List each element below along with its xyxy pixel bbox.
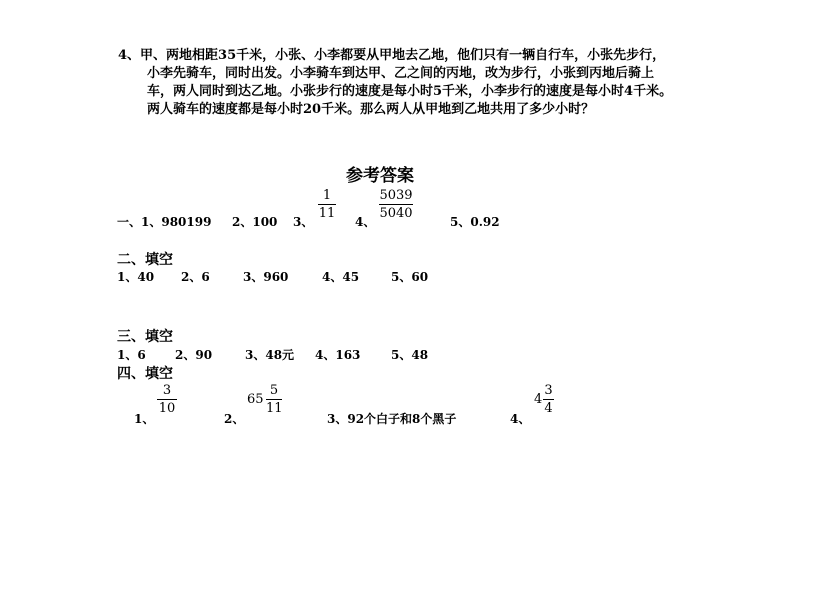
section1-answer-5: 5、0.92 [450,215,500,229]
section4-answer-2-label: 2、 [224,412,245,426]
fraction-bar [157,399,177,400]
question-line-4: 两人骑车的速度都是每小时20千米。那么两人从甲地到乙地共用了多少小时？ [147,102,595,117]
section1-answer-4-fraction [379,188,413,221]
fraction-bar [318,204,336,205]
section3-item-2: 2、90 [175,348,213,362]
fraction-bar [543,399,554,400]
section4-answer-3: 3、92个白子和8个黑子 [327,412,457,426]
section1-answer-3-fraction [318,188,336,221]
fraction-numerator: 1 [322,188,332,203]
section2-item-1: 1、40 [117,270,155,284]
section2-heading: 二、填空 [117,252,173,268]
question-line-2: 小李先骑车，同时出发。小李骑车到达甲、乙之间的丙地，改为步行，小张到丙地后骑上 [147,66,655,81]
section3-item-1: 1、6 [117,348,146,362]
fraction-denominator: 11 [318,206,336,221]
section4-answer-4-fraction [543,383,554,416]
section3-heading: 三、填空 [117,329,173,345]
fraction-bar [379,204,413,205]
section1-answer-2: 2、100 [232,215,278,229]
section1-answer-3-label: 3、 [293,215,314,229]
fraction-numerator: 3 [162,383,172,398]
section3-item-3: 3、48元 [245,348,295,362]
fraction-bar [266,399,282,400]
fraction-numerator: 5039 [379,188,413,203]
section4-answer-4-label: 4、 [510,412,531,426]
section4-answer-2-fraction [266,383,282,416]
question-line-1: 4、甲、两地相距35千米，小张、小李都要从甲地去乙地，他们只有一辆自行车，小张先步行， [118,48,666,63]
section3-item-5: 5、48 [391,348,429,362]
section4-answer-4-whole: 4 [534,392,543,407]
section1-answer-4-label: 4、 [355,215,376,229]
fraction-denominator: 10 [158,401,176,416]
answers-title: 参考答案 [346,166,414,186]
fraction-numerator: 3 [544,383,553,398]
section4-answer-2-whole: 65 [247,392,264,407]
fraction-numerator: 5 [269,383,279,398]
section2-item-5: 5、60 [391,270,429,284]
section2-item-3: 3、960 [243,270,289,284]
section4-answer-1-fraction [157,383,177,416]
fraction-denominator: 5040 [379,206,413,221]
fraction-denominator: 11 [266,401,283,416]
section4-answer-1-label: 1、 [134,412,155,426]
section2-item-4: 4、45 [322,270,360,284]
fraction-denominator: 4 [544,401,553,416]
section3-item-4: 4、163 [315,348,361,362]
section4-heading: 四、填空 [117,366,173,382]
section2-item-2: 2、6 [181,270,210,284]
question-line-3: 车，两人同时到达乙地。小张步行的速度是每小时5千米，小李步行的速度是每小时4千米。 [147,84,673,99]
section1-answer-1: 一、1、980199 [117,215,212,229]
